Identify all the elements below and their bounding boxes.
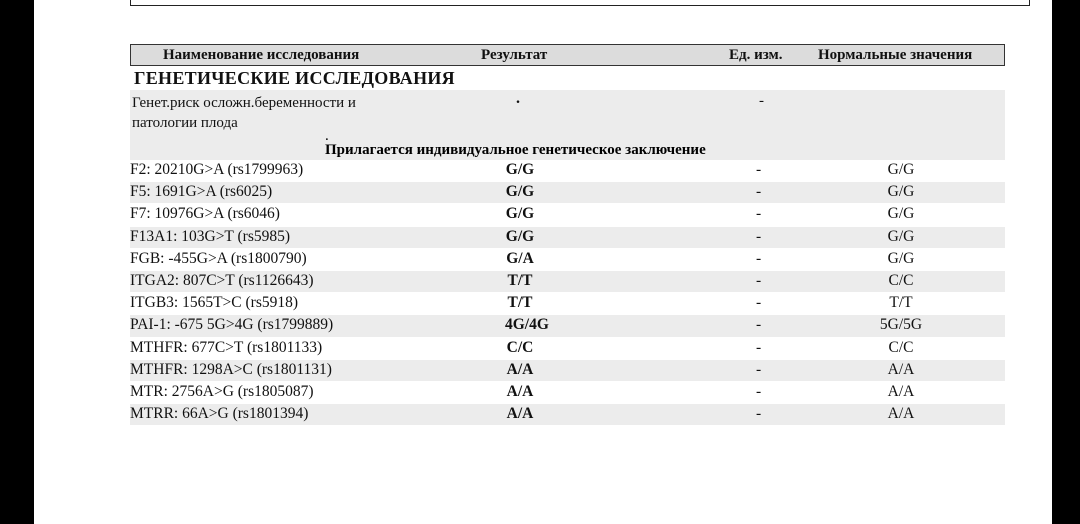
table-row [130,271,1005,293]
gene-norm: A/A [887,405,915,423]
section-title: ГЕНЕТИЧЕСКИЕ ИССЛЕДОВАНИЯ [134,68,455,88]
gene-unit: - [756,338,762,356]
gene-name: F7: 10976G>A (rs6046) [130,205,280,223]
gene-name: MTHFR: 1298A>C (rs1801131) [130,360,332,378]
table-row [130,204,1005,226]
gene-name: MTRR: 66A>G (rs1801394) [130,405,309,423]
gene-result: A/A [506,405,534,423]
gene-name: ITGB3: 1565T>C (rs5918) [130,294,299,312]
gene-unit: - [756,360,762,378]
gene-result: G/G [505,161,535,178]
gene-norm: G/G [887,205,915,223]
gene-norm: G/G [887,161,915,178]
table-row [130,227,1005,249]
header-norm: Нормальные значения [818,47,973,63]
gene-rows [130,160,1005,426]
table-row [130,293,1005,315]
header-name: Наименование исследования [163,47,360,63]
gene-norm: G/G [887,227,915,245]
gene-name: F2: 20210G>A (rs1799963) [130,161,304,178]
gene-result: A/A [506,360,534,378]
gene-norm: C/C [888,338,914,356]
gene-unit: - [756,294,762,312]
gene-unit: - [756,249,762,267]
results-table [130,44,1005,426]
risk-row [130,90,1005,136]
gene-norm: A/A [887,360,915,378]
risk-row-unit: - [759,93,764,109]
gene-name: F13A1: 103G>T (rs5985) [130,227,291,245]
gene-norm: G/G [887,183,915,201]
table-header [130,44,1005,66]
table-row [130,160,1005,182]
header-result: Результат [481,47,548,63]
table-row [130,404,1005,426]
gene-result: T/T [507,271,533,289]
gene-result: C/C [506,338,534,356]
table-row [130,182,1005,204]
gene-name: ITGA2: 807C>T (rs1126643) [130,271,314,289]
gene-unit: - [756,205,762,223]
gene-result: 4G/4G [505,316,549,334]
gene-result: A/A [506,382,534,400]
document-page [34,0,1052,524]
gene-unit: - [756,227,762,245]
gene-norm: G/G [887,249,915,267]
gene-unit: - [756,382,762,400]
table-row [130,360,1005,382]
gene-unit: - [756,161,762,178]
header-unit: Ед. изм. [729,47,783,63]
risk-row-name: Генет.риск осложн.беременности и патологии плода [132,95,356,131]
gene-name: F5: 1691G>A (rs6025) [130,183,273,201]
table-row [130,382,1005,404]
gene-result: G/G [505,205,535,223]
gene-norm: 5G/5G [879,316,923,334]
gene-name: MTHFR: 677C>T (rs1801133) [130,338,323,356]
table-row [130,315,1005,337]
gene-unit: - [756,271,762,289]
risk-row-result: . [516,90,520,107]
note-dot: . [325,128,329,144]
gene-result: G/A [506,249,534,267]
gene-norm: T/T [889,294,913,312]
gene-name: MTR: 2756A>G (rs1805087) [130,382,314,400]
gene-result: G/G [505,183,535,201]
gene-unit: - [756,405,762,423]
gene-result: G/G [505,227,535,245]
table-row [130,249,1005,271]
table-row [130,338,1005,360]
gene-norm: C/C [888,271,914,289]
gene-name: PAI-1: -675 5G>4G (rs1799889) [130,316,334,334]
gene-result: T/T [507,294,533,312]
gene-norm: A/A [887,382,915,400]
gene-name: FGB: -455G>A (rs1800790) [130,249,307,267]
note-row [130,128,1005,160]
gene-unit: - [756,316,762,334]
note-text: Прилагается индивидуальное генетическое заключение [325,142,706,158]
previous-section-box [130,0,1030,6]
gene-unit: - [756,183,762,201]
